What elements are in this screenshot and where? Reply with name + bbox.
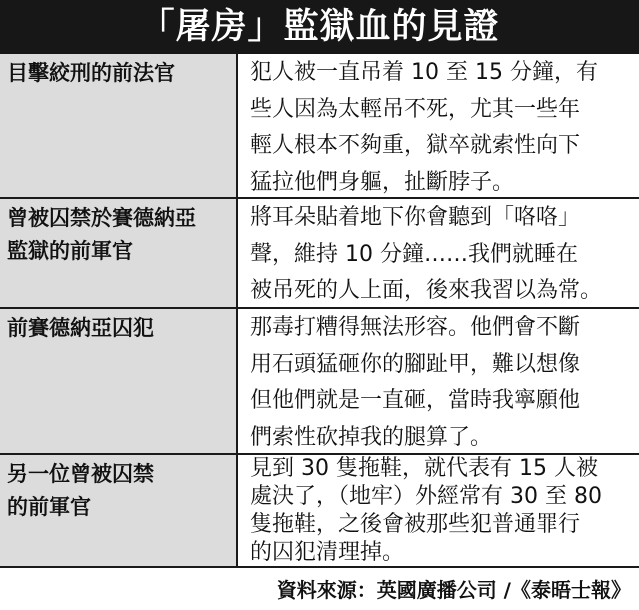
speaker-cell: [0, 455, 236, 566]
quote-line: 們索性砍掉我的腿算了。: [250, 424, 493, 450]
speaker-label: 前賽德納亞囚犯: [7, 315, 154, 340]
quote-line: 用石頭猛砸你的腳趾甲，難以想像: [250, 351, 581, 377]
quote-line: 猛拉他們身軀，扯斷脖子。: [250, 169, 515, 195]
quote-line: 但他們就是一直砸，當時我寧願他: [250, 388, 581, 413]
quote-cell: [238, 309, 639, 453]
speaker-cell: [0, 54, 236, 197]
page-title: 「屠房」監獄血的見證: [139, 7, 500, 47]
quote-cell: [238, 455, 639, 566]
quote-cell: [238, 54, 639, 197]
speaker-label: 的前軍官: [7, 494, 91, 519]
table-row: [0, 54, 639, 199]
quote-line: 隻拖鞋，之後會被那些犯普通罪行: [250, 512, 581, 537]
quote-line: 的囚犯清理掉。: [250, 540, 405, 565]
speaker-label: 另一位曾被囚禁: [7, 461, 154, 486]
quote-line: 些人因為太輕吊不死，尤其一些年: [250, 96, 581, 122]
source-footer: [0, 568, 639, 610]
quote-line: 將耳朵貼着地下你會聽到「咯咯」: [250, 205, 581, 230]
table-row: [0, 455, 639, 568]
speaker-cell: [0, 199, 236, 307]
quote-line: 輕人根本不夠重，獄卒就索性向下: [250, 133, 581, 158]
column-divider: [236, 54, 238, 568]
speaker-label: 監獄的前軍官: [7, 238, 133, 263]
quote-line: 那毒打糟得無法形容。他們會不斷: [250, 315, 581, 340]
table-row: [0, 309, 639, 455]
speaker-label: 曾被囚禁於賽德納亞: [7, 205, 196, 230]
speaker-label: 目擊絞刑的前法官: [7, 60, 175, 85]
quote-line: 被吊死的人上面，後來我習以為常。: [250, 278, 603, 303]
quote-line: 處決了，（地牢）外經常有 30 至 80: [250, 484, 602, 509]
table-row: [0, 199, 639, 309]
quote-cell: [238, 199, 639, 307]
title-bar: [0, 0, 639, 54]
testimony-table: [0, 54, 639, 568]
speaker-cell: [0, 309, 236, 453]
quote-line: 見到 30 隻拖鞋，就代表有 15 人被: [250, 456, 598, 481]
quote-line: 聲，維持 10 分鐘……我們就睡在: [250, 241, 578, 267]
source-credit: 資料來源：英國廣播公司 /《泰晤士報》: [276, 578, 631, 602]
quote-line: 犯人被一直吊着 10 至 15 分鐘，有: [250, 60, 598, 85]
